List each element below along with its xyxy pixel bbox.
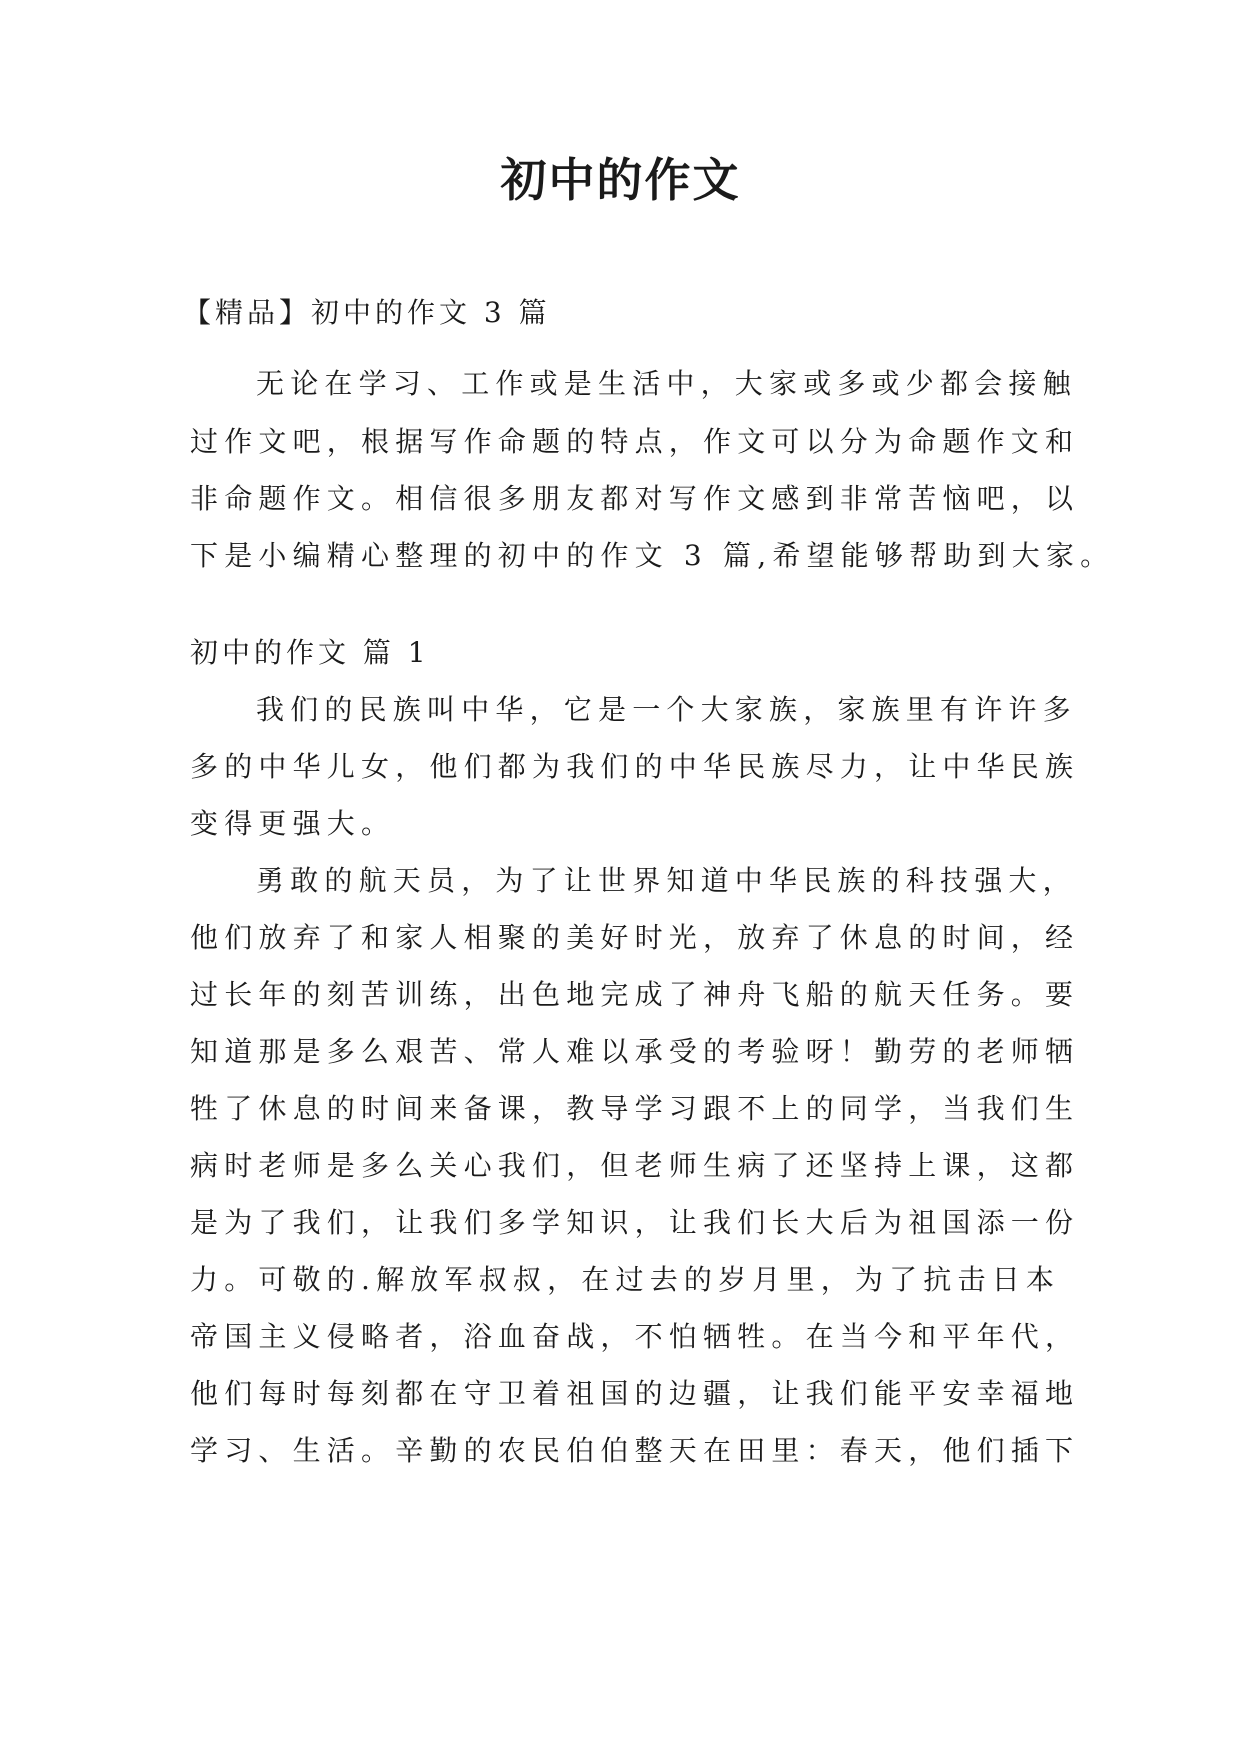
paragraph-line: 我们的民族叫中华，它是一个大家族，家族里有许许多 <box>256 693 1077 726</box>
paragraph-line: 变得更强大。 <box>190 807 396 840</box>
paragraph-line: 知道那是多么艰苦、常人难以承受的考验呀！勤劳的老师牺 <box>190 1035 1080 1068</box>
intro-line: 过作文吧，根据写作命题的特点，作文可以分为命题作文和 <box>190 425 1080 458</box>
paragraph-line: 勇敢的航天员，为了让世界知道中华民族的科技强大， <box>256 864 1077 897</box>
intro-line: 下是小编精心整理的初中的作文 3 篇,希望能够帮助到大家。 <box>190 539 1115 572</box>
paragraph-line: 牲了休息的时间来备课，教导学习跟不上的同学，当我们生 <box>190 1092 1080 1125</box>
document-subtitle: 【精品】初中的作文 3 篇 <box>183 296 551 329</box>
paragraph-line: 他们放弃了和家人相聚的美好时光，放弃了休息的时间，经 <box>190 921 1080 954</box>
paragraph-line: 过长年的刻苦训练，出色地完成了神舟飞船的航天任务。要 <box>190 978 1080 1011</box>
paragraph-line: 病时老师是多么关心我们，但老师生病了还坚持上课，这都 <box>190 1149 1080 1182</box>
paragraph-line: 多的中华儿女，他们都为我们的中华民族尽力，让中华民族 <box>190 750 1080 783</box>
paragraph-line: 帝国主义侵略者，浴血奋战，不怕牺牲。在当今和平年代， <box>190 1320 1080 1353</box>
section-heading: 初中的作文 篇 1 <box>190 636 430 669</box>
intro-line: 无论在学习、工作或是生活中，大家或多或少都会接触 <box>256 367 1077 400</box>
paragraph-line: 力。可敬的.解放军叔叔，在过去的岁月里，为了抗击日本 <box>190 1263 1061 1296</box>
page-title: 初中的作文 <box>500 153 741 207</box>
intro-line: 非命题作文。相信很多朋友都对写作文感到非常苦恼吧，以 <box>190 482 1080 515</box>
paragraph-line: 学习、生活。辛勤的农民伯伯整天在田里：春天，他们插下 <box>190 1434 1080 1467</box>
paragraph-line: 是为了我们，让我们多学知识，让我们长大后为祖国添一份 <box>190 1206 1080 1239</box>
paragraph-line: 他们每时每刻都在守卫着祖国的边疆，让我们能平安幸福地 <box>190 1377 1080 1410</box>
